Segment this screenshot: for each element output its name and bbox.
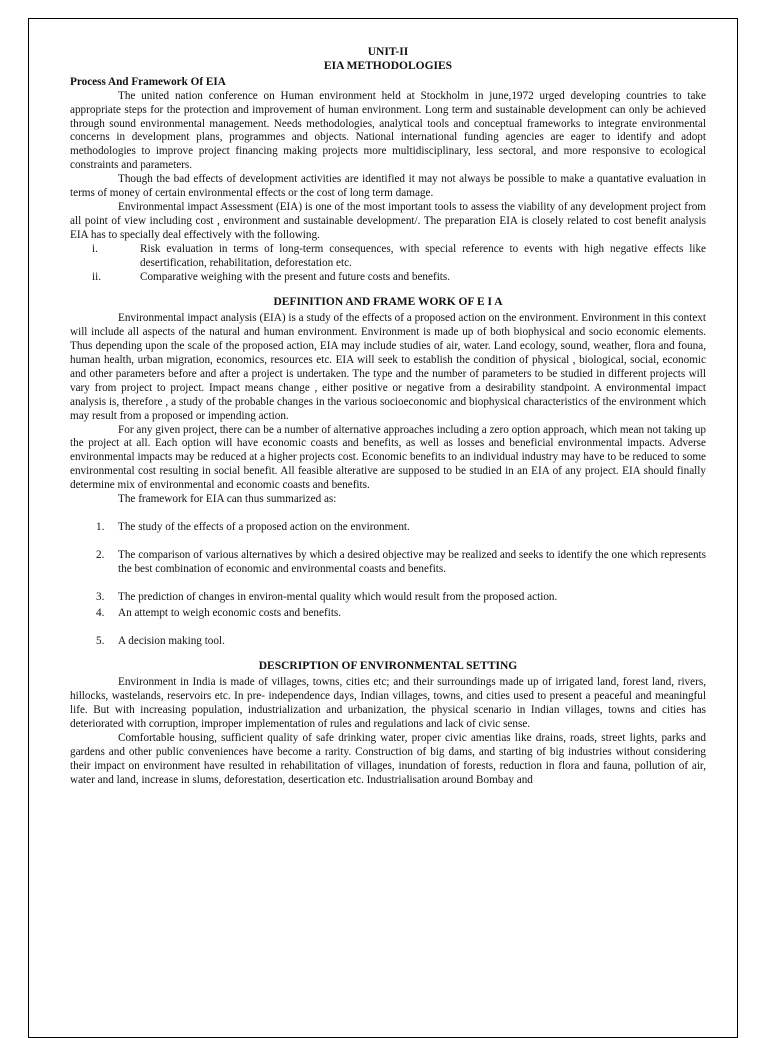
intro-paragraph: Though the bad effects of development activities are identified it may not always be possible to make a quantative evaluation in terms of money of certain environmental effects or the cost of long term damage. [70, 173, 706, 200]
list-item [70, 549, 706, 577]
list-item-number: 5. [96, 634, 105, 647]
intro-paragraph: The united nation conference on Human environment held at Stockholm in june,1972 urged developing countries to take appropriate steps for the protection and improvement of human environment. Long term and sustainable development can only be achieved through sound environmental management. Needs methodologies, analytical tools and conceptual frameworks to integrate environmental concerns in development plans, programmes and objects. National international funding agencies are eager to identify and adopt methodologies to improve project financing making projects more multidisciplinary, less sectoral, and more responsive to ecological constraints and parameters. [70, 89, 706, 172]
list-item [70, 271, 706, 285]
section-paragraph: Environment in India is made of villages, towns, cities etc; and their surroundings made up of irrigated land, forest land, rivers, hillocks, wastelands, reservoirs etc. In pre- independence days, Indian villages, towns, and cities used to present a peaceful and meaningful life. But with increasing population, industrialization and urbanization, the physical scenario in Indian villages, towns and cities has deteriorated with corruption, improper implementation of rules and regulations and lack of civic sense. [70, 676, 706, 731]
section-heading-environmental-setting: DESCRIPTION OF ENVIRONMENTAL SETTING [258, 660, 518, 673]
list-item-number: 3. [96, 590, 105, 603]
list-item-number: ii. [92, 270, 102, 283]
page-title: EIA METHODOLOGIES [323, 59, 453, 72]
list-item-number: 4. [96, 606, 105, 619]
framework-list [70, 521, 706, 648]
list-item-text: The prediction of changes in environ-mental quality which would result from the proposed action. [118, 590, 558, 603]
roman-list [70, 243, 706, 285]
list-item-number: 2. [96, 548, 105, 561]
list-item-text: Comparative weighing with the present and future costs and benefits. [140, 270, 451, 283]
list-item-text: The study of the effects of a proposed action on the environment. [118, 521, 410, 533]
framework-summary-line: The framework for EIA can thus summarized as: [118, 493, 337, 506]
list-item [70, 521, 706, 535]
list-item-text: Risk evaluation in terms of long-term consequences, with special reference to events with high negative effects like desertification, rehabilitation, deforestation etc. [140, 242, 706, 269]
list-item-text: An attempt to weigh economic costs and benefits. [118, 606, 342, 619]
list-item-number: 1. [96, 521, 105, 533]
intro-paragraph: Environmental impact Assessment (EIA) is one of the most important tools to assess the viability of any development project from all point of view including cost , environment and sustainable development/. The preparation EIA is closely related to cost benefit analysis EIA has to specially deal effectively with the following. [70, 200, 706, 241]
section-paragraph: Comfortable housing, sufficient quality of safe drinking water, proper civic amentias like drains, roads, street lights, parks and gardens and other public conveniences have become a rarity. Construction of big dams, and starting of big industries without considering their impact on environment have resulted in rehabilitation of villages, inundation of forests, reduction in flora and fauna, pollution of air, water and land, increase in slums, deforestation, desertication etc. Industrialisation around Bombay and [70, 731, 706, 786]
list-item-number: i. [92, 242, 98, 255]
section-paragraph: Environmental impact analysis (EIA) is a study of the effects of a proposed action on the environment. Environment in this context will include all aspects of the natural and human environment. Environment is made up of both biophysical and socio economic elements. Thus depending upon the scale of the proposed action, EIA may include studies of air, water. Land ecology, sound, weather, flora and founa, human health, urban migration, economics, resources etc. EIA will seek to establish the condition of physical , biological, social, economic and other parameters before and after a project is undertaken. The type and the number of parameters to be studied in different projects will vary from project to project. Impact means change , either positive or negative from a desirability standpoint. A environmental impact analysis is, therefore , a study of the probable changes in the various socioeconomic and biophysical characteristics of the environment which may result from a proposed or impending action. [70, 312, 706, 422]
list-item [70, 635, 706, 649]
list-item [70, 607, 706, 621]
list-item [70, 591, 706, 605]
subheading: Process And Framework Of EIA [70, 75, 226, 88]
section-paragraph: For any given project, there can be a number of alternative approaches including a zero option approach, which mean not taking up the project at all. Each option will have economic coasts and benefits, as well as losses and beneficial environmental impacts. Adverse environmental impacts may be reduced at a higher projects cost. Economic benefits to an individual industry may have to be reduced to some environmental cost resulting in social benefit. All feasible alterative are supposed to be studied in an EIA of any project. EIA should finally determine mix of environmental and economic coasts and benefits. [70, 423, 706, 492]
section-heading-definition: DEFINITION AND FRAME WORK OF E I A [273, 296, 503, 309]
unit-label: UNIT-II [367, 46, 409, 58]
document-body [70, 46, 706, 788]
list-item [70, 243, 706, 271]
list-item-text: The comparison of various alternatives by which a desired objective may be realized and seeks to identify the one which represents the best combination of economic and environmental coasts and benefits. [118, 548, 706, 575]
list-item-text: A decision making tool. [118, 634, 225, 647]
